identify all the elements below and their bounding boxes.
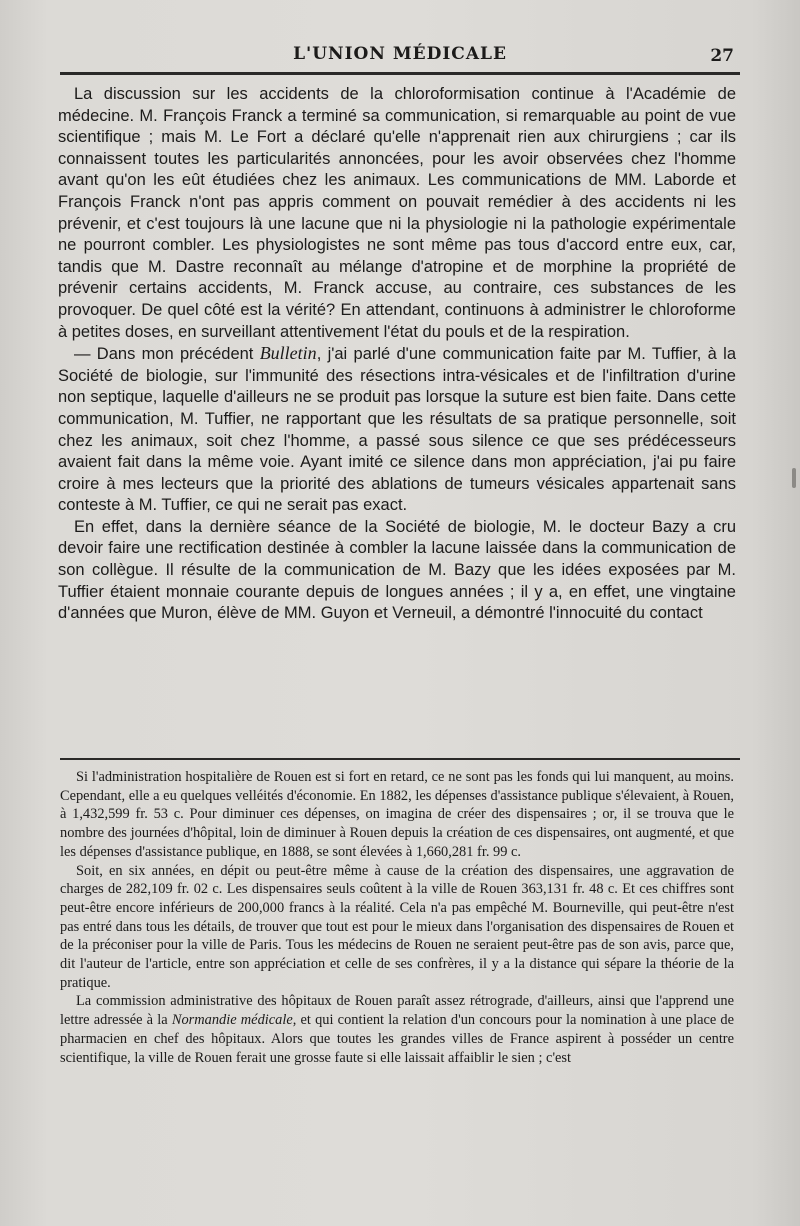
note-commission-end: , et qui contient la relation d'un concours pour la nomination à une place de pharmacien en chef des hôpitaux. Alors que toutes les grandes villes de France aspirent à posséder un centre scientifique, la ville de Rouen ferait une grosse faute si elle laissait affaiblir le sien ; c'est [60, 1012, 735, 1066]
main-text [58, 84, 736, 625]
footnote-text [60, 768, 734, 1067]
paragraph-chloroform: La discussion sur les accidents de la chloroformisation continue à l'Académie de médecine. M. François Franck a terminé sa communication, si remarquable au point de vue scientifique ; mais M. Le Fort a déclaré qu'elle n'apprenait rien aux chirurgiens ; car ils connaissent toutes les particularités annoncées, pour les avoir observées chez l'homme avant qu'on les eût étudiées chez les animaux. Les communications de MM. Laborde et François Franck n'ont pas appris comment on pouvait remédier à des accidents ni les prévenir, et c'est toujours là une lacune que ni la physiologie ni la pathologie expérimentale ne pourront combler. Les physiologistes ne sont même pas tous d'accord entre eux, car, tandis que M. Dastre reconnaît au mélange d'atropine et de morphine la propriété de prévenir certains accidents, M. Franck accuse, au contraire, ces substances de les provoquer. De quel côté est la vérité? En attendant, continuons à administrer le chloroforme à petites doses, en surveillant attentivement l'état du pouls et de la respiration. [58, 85, 736, 341]
header-rule [60, 72, 740, 75]
note-dispensaires: Soit, en six années, en dépit ou peut-être même à cause de la création des dispensaires, une aggravation de charges de 282,109 fr. 02 c. Les dispensaires seuls coûtent à la ville de Rouen 363,131 fr. 48 c. Et ces chiffres sont peut-être encore inférieurs de 200,000 francs à la réalité. Cela n'a pas empêché M. Bourneville, qui peut-être n'est pas entré dans tous les détails, de trouver que tout est pour le mieux dans l'organisation des dispensaires de Rouen et de la préconiser pour la ville de Paris. Tous les médecins de Rouen ne seraient peut-être pas de son avis, parce que, dit l'auteur de l'article, entre son appréciation et celle de ses confrères, il y a la distance qui sépare la théorie de la pratique. [60, 862, 734, 991]
bulletin-italic: Bulletin [259, 343, 317, 364]
page-edge-mark [792, 468, 796, 488]
note-rouen-expenses: Si l'administration hospitalière de Rouen est si fort en retard, ce ne sont pas les fonds qui lui manquent, au moins. Cependant, elle a eu quelques velléités d'économie. En 1882, les dépenses d'assistance publique s'élevaient, à Rouen, à 1,432,599 fr. 53 c. Pour diminuer ces dépenses, on imagina de créer des dispensaires ; or, il se trouva que le nombre des journées d'hôpital, loin de diminuer à Rouen depuis la création de ces dispensaires, ont augmenté, et que les dépenses d'assistance publique, en 1888, se sont élevées à 1,660,281 fr. 99 c. [60, 769, 734, 860]
note-commission-start: La commission administrative des hôpitaux de Rouen paraît assez rétrograde, d'ailleurs, ainsi que l'apprend une lettre adressée à la [60, 993, 734, 1029]
paragraph-tuffier-end: , j'ai parlé d'une communication faite par M. Tuffier, à la Société de biologie, sur l'immunité des résections intra-vésicales et de l'infiltration d'urine non septique, laquelle d'ailleurs ne se produit pas lorsque la suture est bien faite. Dans cette communication, M. Tuffier, ne rapportant que les résultats de sa pratique personnelle, soit chez les animaux, soit chez l'homme, a passé sous silence ce que ses prédécesseurs avaient fait dans la même voie. Ayant imité ce silence dans mon appréciation, j'ai pu faire croire à mes lecteurs que la priorité des ablations de tumeurs vésicales appartenait sans conteste à M. Tuffier, ce qui ne serait pas exact. [58, 345, 736, 515]
running-title: L'UNION MÉDICALE [293, 44, 507, 64]
footnote-rule [60, 758, 740, 760]
paragraph-bazy: En effet, dans la dernière séance de la Société de biologie, M. le docteur Bazy a cru devoir faire une rectification destinée à combler la lacune laissée dans la communication de son collègue. Il résulte de la communication de M. Bazy que les idées exposées par M. Tuffier étaient monnaie courante depuis de longues années ; il y a, en effet, une vingtaine d'années que Muron, élève de MM. Guyon et Verneuil, a démontré l'innocuité du contact [58, 517, 736, 623]
note-commission [60, 992, 734, 1067]
page-number: 27 [710, 46, 734, 66]
paragraph-tuffier-start: — Dans mon précédent [74, 345, 260, 364]
paragraph-tuffier [58, 343, 736, 517]
page-header [0, 44, 800, 74]
normandie-medicale-italic: Normandie médicale [171, 1012, 293, 1029]
